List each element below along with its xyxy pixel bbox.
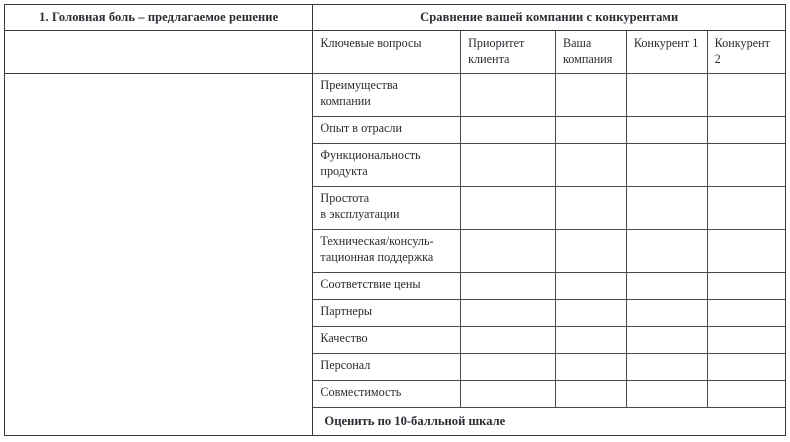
row-competitor-1-cell[interactable] — [627, 117, 708, 143]
row-competitor-2-cell[interactable] — [708, 117, 785, 143]
row-competitor-1-cell[interactable] — [627, 230, 708, 272]
row-your-company-cell[interactable] — [556, 230, 627, 272]
row-priority-cell[interactable] — [461, 144, 556, 186]
row-priority-cell[interactable] — [461, 187, 556, 229]
table-row — [313, 300, 785, 327]
row-priority-cell[interactable] — [461, 354, 556, 380]
row-priority-cell[interactable] — [461, 117, 556, 143]
row-your-company-cell[interactable] — [556, 144, 627, 186]
column-header-your-company — [556, 31, 627, 73]
row-question-cell — [313, 381, 461, 407]
worksheet-table — [4, 4, 786, 436]
row-question-cell — [313, 230, 461, 272]
row-question-line2: тационная поддержка — [320, 250, 434, 265]
row-question-line2: продукта — [320, 164, 368, 179]
column-header-competitor-1-label: Конкурент 1 — [633, 36, 699, 50]
row-competitor-1-cell[interactable] — [627, 144, 708, 186]
row-question-cell — [313, 300, 461, 326]
row-competitor-2-cell[interactable] — [708, 187, 785, 229]
row-competitor-1-cell[interactable] — [627, 354, 708, 380]
row-question-line1: Преимущества — [320, 78, 398, 92]
row-competitor-2-cell[interactable] — [708, 354, 785, 380]
row-competitor-2-cell[interactable] — [708, 230, 785, 272]
row-competitor-1-cell[interactable] — [627, 327, 708, 353]
table-row — [313, 381, 785, 408]
table-row — [313, 230, 785, 273]
row-your-company-cell[interactable] — [556, 273, 627, 299]
row-question-line1: Опыт в отрасли — [320, 121, 403, 135]
row-question-line2: в эксплуатации — [320, 207, 400, 222]
row-competitor-2-cell[interactable] — [708, 300, 785, 326]
row-question-cell — [313, 327, 461, 353]
table-row — [313, 117, 785, 144]
row-priority-cell[interactable] — [461, 300, 556, 326]
row-question-line1: Простота — [320, 191, 370, 205]
row-competitor-2-cell[interactable] — [708, 327, 785, 353]
row-competitor-1-cell[interactable] — [627, 300, 708, 326]
comparison-grid — [313, 31, 785, 435]
rating-scale-note: Оценить по 10-балльной шкале — [324, 414, 506, 428]
table-row — [313, 144, 785, 187]
row-question-line1: Персонал — [320, 358, 371, 372]
right-panel — [313, 5, 785, 435]
row-your-company-cell[interactable] — [556, 74, 627, 116]
right-panel-title: Сравнение вашей компании с конкурентами — [313, 5, 785, 31]
column-header-competitor-2 — [708, 31, 785, 73]
row-question-cell — [313, 354, 461, 380]
row-priority-cell[interactable] — [461, 230, 556, 272]
column-header-priority-line1: Приоритет — [468, 36, 525, 50]
table-row — [313, 187, 785, 230]
row-question-cell — [313, 144, 461, 186]
row-competitor-2-cell[interactable] — [708, 144, 785, 186]
row-your-company-cell[interactable] — [556, 327, 627, 353]
row-your-company-cell[interactable] — [556, 187, 627, 229]
column-header-question — [313, 31, 461, 73]
row-competitor-2-cell[interactable] — [708, 273, 785, 299]
left-panel — [5, 5, 313, 435]
column-header-priority-line2: клиента — [468, 52, 510, 67]
left-panel-spacer-cell — [5, 31, 312, 74]
row-question-cell — [313, 74, 461, 116]
row-competitor-2-cell[interactable] — [708, 381, 785, 407]
table-row — [313, 354, 785, 381]
table-row — [313, 273, 785, 300]
row-priority-cell[interactable] — [461, 381, 556, 407]
row-question-line2: компании — [320, 94, 371, 109]
row-competitor-1-cell[interactable] — [627, 74, 708, 116]
row-question-line1: Функциональность — [320, 148, 421, 162]
row-priority-cell[interactable] — [461, 273, 556, 299]
row-question-cell — [313, 117, 461, 143]
row-competitor-1-cell[interactable] — [627, 187, 708, 229]
left-panel-writing-area[interactable] — [5, 74, 312, 435]
column-header-your-company-line2: компания — [562, 52, 613, 67]
row-priority-cell[interactable] — [461, 74, 556, 116]
row-your-company-cell[interactable] — [556, 117, 627, 143]
row-question-cell — [313, 273, 461, 299]
left-panel-title: 1. Головная боль – предлагаемое решение — [5, 5, 312, 31]
row-your-company-cell[interactable] — [556, 354, 627, 380]
column-header-client-priority — [461, 31, 556, 73]
row-competitor-2-cell[interactable] — [708, 74, 785, 116]
table-row — [313, 74, 785, 117]
column-header-competitor-2-label: Конкурент 2 — [714, 36, 770, 67]
row-question-line1: Техническая/консуль- — [320, 234, 434, 248]
row-competitor-1-cell[interactable] — [627, 273, 708, 299]
table-row — [313, 327, 785, 354]
row-your-company-cell[interactable] — [556, 300, 627, 326]
row-question-line1: Партнеры — [320, 304, 373, 318]
row-your-company-cell[interactable] — [556, 381, 627, 407]
row-question-line1: Совместимость — [320, 385, 402, 399]
table-header-row — [313, 31, 785, 74]
row-priority-cell[interactable] — [461, 327, 556, 353]
table-body — [313, 74, 785, 408]
row-question-line1: Соответствие цены — [320, 277, 421, 291]
column-header-question-label: Ключевые вопросы — [320, 36, 422, 50]
row-competitor-1-cell[interactable] — [627, 381, 708, 407]
row-question-line1: Качество — [320, 331, 368, 345]
column-header-competitor-1 — [627, 31, 708, 73]
column-header-your-company-line1: Ваша — [562, 36, 592, 50]
row-question-cell — [313, 187, 461, 229]
